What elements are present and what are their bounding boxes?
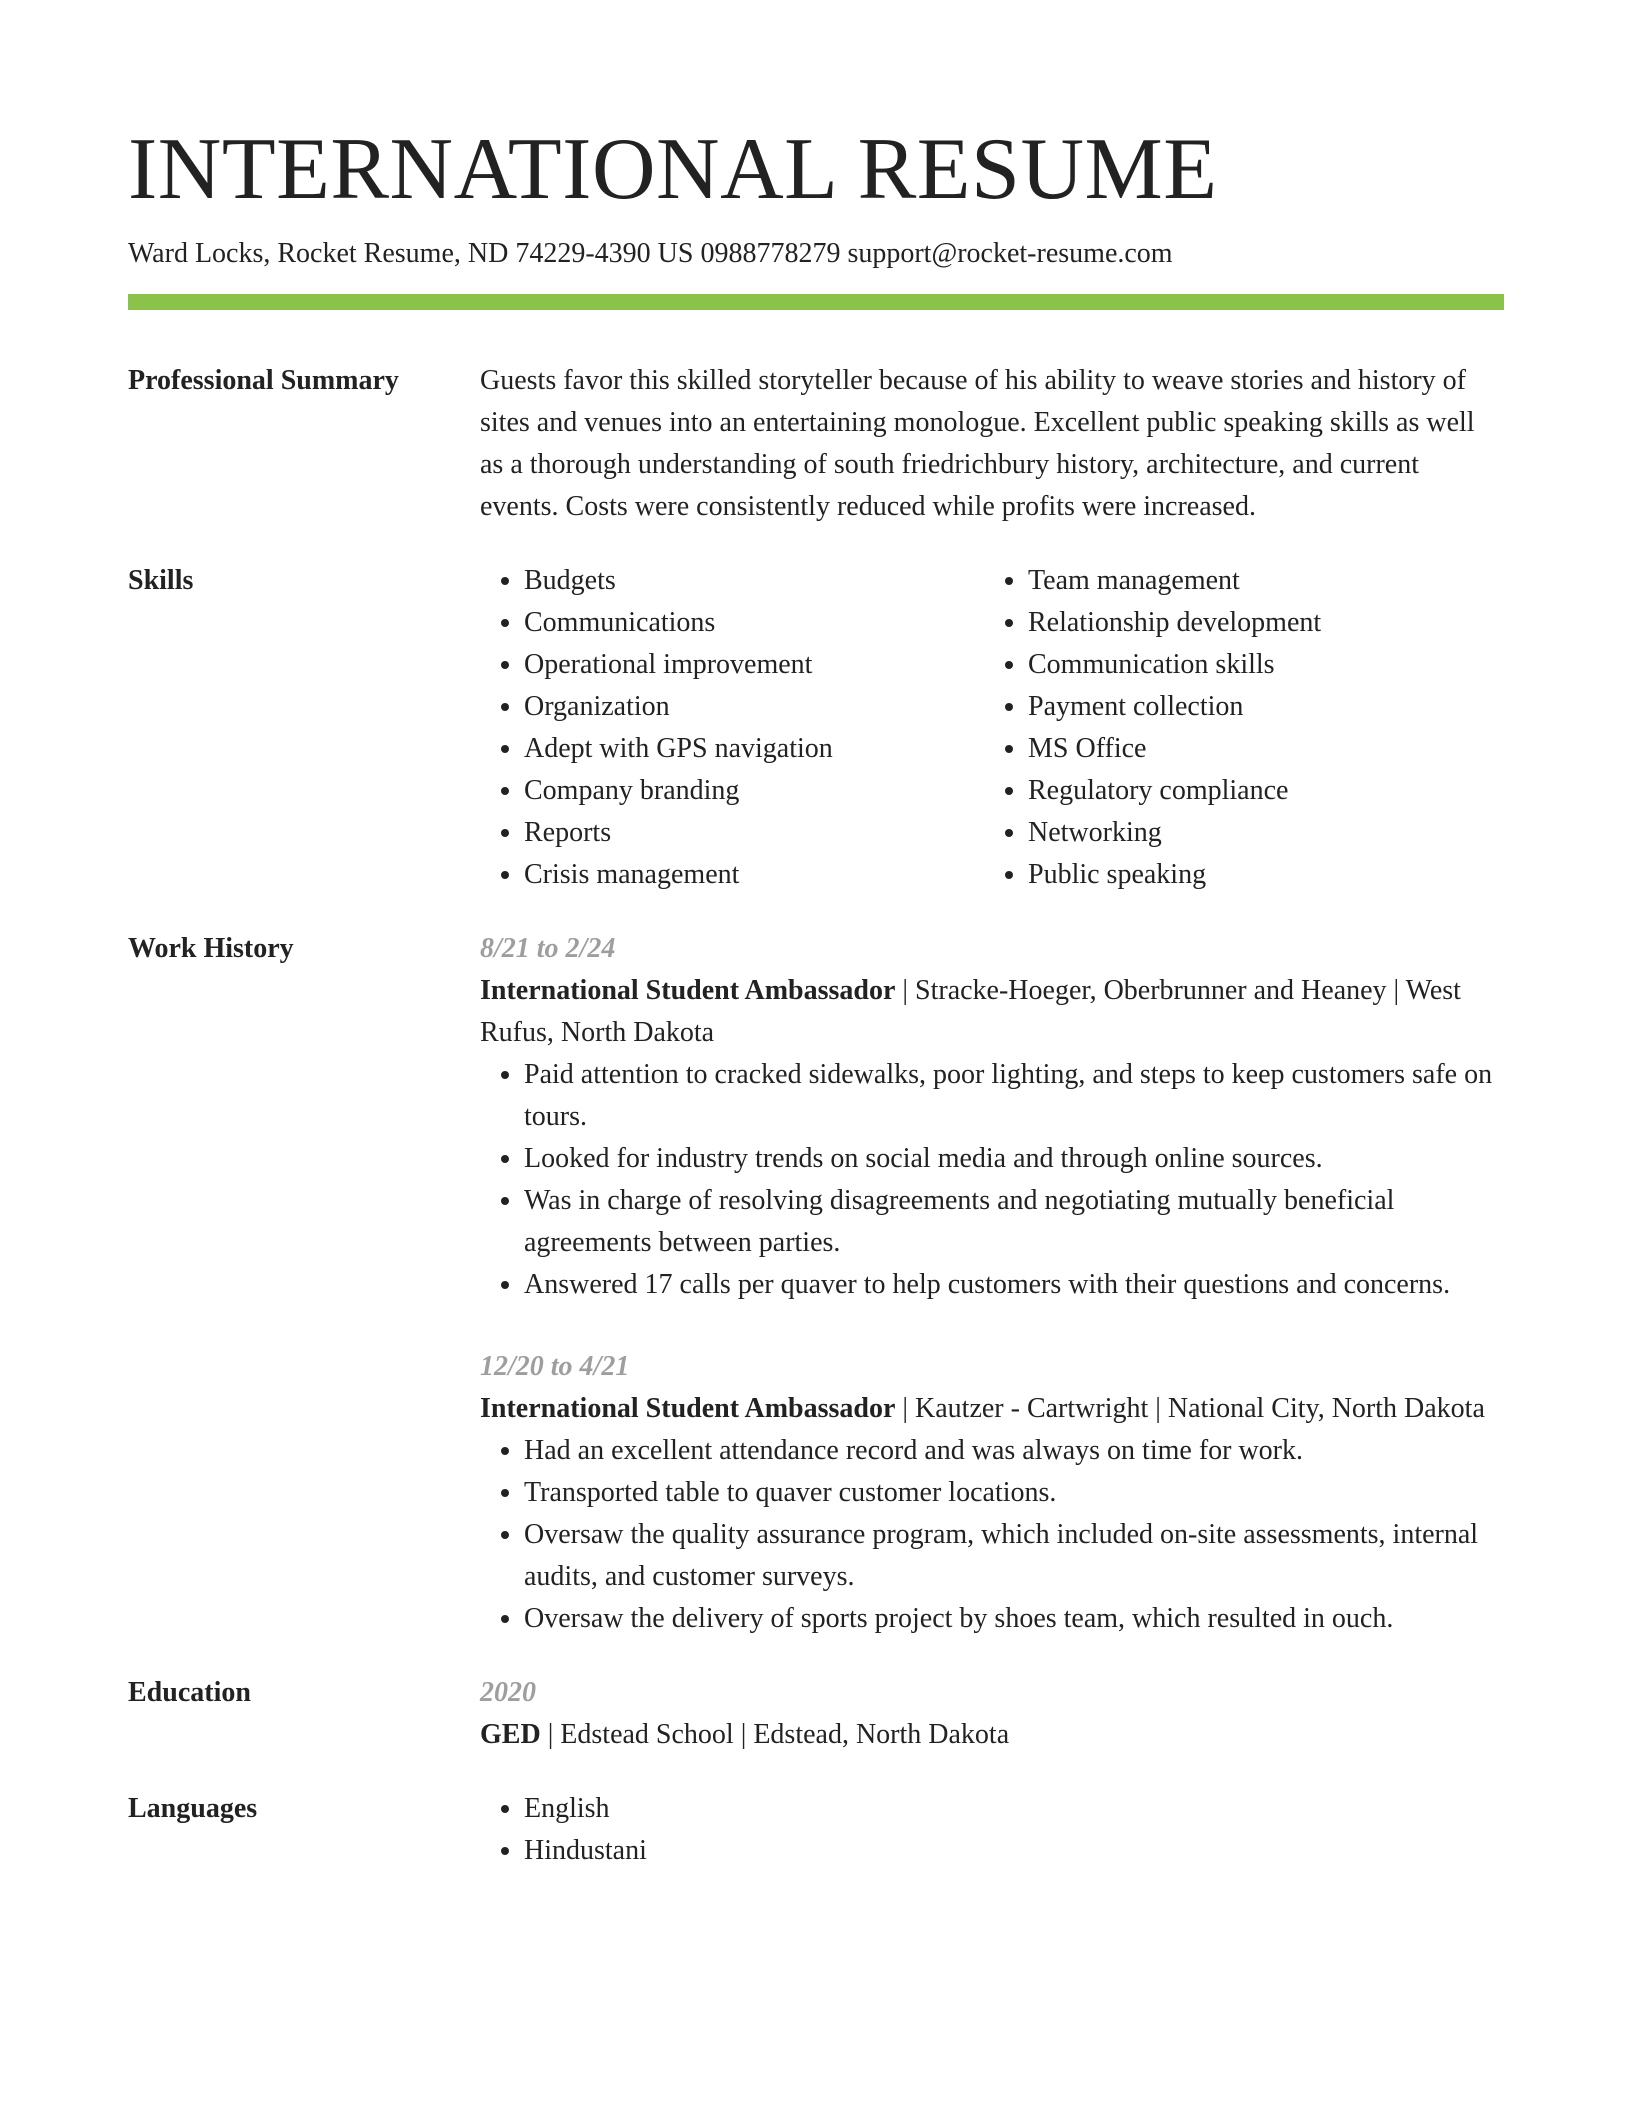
job-bullet: • Answered 17 calls per quaver to help customers with their questions and concerns. <box>524 1264 1504 1306</box>
job-bullet-list <box>480 1054 1504 1306</box>
job-employer-location: | Kautzer - Cartwright | National City, North Dakota <box>895 1393 1485 1424</box>
job-bullet-list <box>480 1430 1504 1640</box>
skill-item: • Regulatory compliance <box>1028 770 1488 812</box>
skills-body <box>480 560 1504 896</box>
language-item: • English <box>524 1788 1504 1830</box>
skill-item: • Budgets <box>524 560 984 602</box>
education-year: 2020 <box>480 1677 536 1708</box>
section-label-work-history: Work History <box>128 933 294 964</box>
languages-section <box>128 1788 1504 1872</box>
contact-line: Ward Locks, Rocket Resume, ND 74229-4390 US 0988778279 support@rocket-resume.com <box>128 238 1173 269</box>
education-body <box>480 1672 1504 1756</box>
job-bullet: • Paid attention to cracked sidewalks, poor lighting, and steps to keep customers safe on tours. <box>524 1054 1504 1138</box>
section-label-skills: Skills <box>128 565 194 596</box>
job-title: International Student Ambassador <box>480 1393 896 1424</box>
skills-section <box>128 560 1504 896</box>
job-bullet: • Had an excellent attendance record and was always on time for work. <box>524 1430 1504 1472</box>
skills-grid <box>480 560 1504 896</box>
job-entry <box>480 928 1504 1306</box>
summary-text: Guests favor this skilled storyteller because of his ability to weave stories and history of sites and venues into an entertaining monologue. Excellent public speaking skills as well as a thorough understanding of south friedrichbury history, architecture, and current events. Costs were consistently reduced while profits were increased. <box>480 365 1475 522</box>
job-title: International Student Ambassador <box>480 975 896 1006</box>
skill-item: • Reports <box>524 812 984 854</box>
languages-body <box>480 1788 1504 1872</box>
skill-item: • Operational improvement <box>524 644 984 686</box>
job-bullet: • Transported table to quaver customer locations. <box>524 1472 1504 1514</box>
skill-item: • Organization <box>524 686 984 728</box>
skill-item: • Communications <box>524 602 984 644</box>
education-section <box>128 1672 1504 1756</box>
skills-column-right <box>984 560 1488 896</box>
skill-item: • Crisis management <box>524 854 984 896</box>
job-bullet: • Was in charge of resolving disagreements and negotiating mutually beneficial agreements between parties. <box>524 1180 1504 1264</box>
skills-list-left <box>480 560 984 896</box>
education-line <box>480 1714 1504 1756</box>
education-degree: GED <box>480 1719 541 1750</box>
accent-divider <box>128 294 1504 310</box>
skill-item: • Payment collection <box>1028 686 1488 728</box>
job-bullet: • Oversaw the quality assurance program, which included on-site assessments, internal audits, and customer surveys. <box>524 1514 1504 1598</box>
skill-item: • Company branding <box>524 770 984 812</box>
job-entry <box>480 1346 1504 1640</box>
skill-item: • MS Office <box>1028 728 1488 770</box>
work-history-body <box>480 928 1504 1640</box>
job-employer-location: | Stracke-Hoeger, Oberbrunner and Heaney | West Rufus, North Dakota <box>480 975 1461 1048</box>
skill-item: • Relationship development <box>1028 602 1488 644</box>
education-school-location: | Edstead School | Edstead, North Dakota <box>540 1719 1010 1750</box>
language-item: • Hindustani <box>524 1830 1504 1872</box>
job-bullet: • Oversaw the delivery of sports project by shoes team, which resulted in ouch. <box>524 1598 1504 1640</box>
work-history-section <box>128 928 1504 1640</box>
job-dates: 8/21 to 2/24 <box>480 933 616 964</box>
skill-item: • Adept with GPS navigation <box>524 728 984 770</box>
section-label-languages: Languages <box>128 1793 258 1824</box>
skill-item: • Networking <box>1028 812 1488 854</box>
job-title-line <box>480 970 1504 1054</box>
job-title-line <box>480 1388 1504 1430</box>
languages-list <box>480 1788 1504 1872</box>
skill-item: • Communication skills <box>1028 644 1488 686</box>
skills-list-right <box>984 560 1488 896</box>
skill-item: • Team management <box>1028 560 1488 602</box>
job-bullet: • Looked for industry trends on social media and through online sources. <box>524 1138 1504 1180</box>
job-dates: 12/20 to 4/21 <box>480 1351 630 1382</box>
skills-column-left <box>480 560 984 896</box>
resume-title: INTERNATIONAL RESUME <box>128 121 1218 218</box>
section-label-education: Education <box>128 1677 251 1708</box>
skill-item: • Public speaking <box>1028 854 1488 896</box>
section-label-summary: Professional Summary <box>128 365 399 396</box>
summary-body <box>480 360 1504 528</box>
summary-section <box>128 360 1504 528</box>
